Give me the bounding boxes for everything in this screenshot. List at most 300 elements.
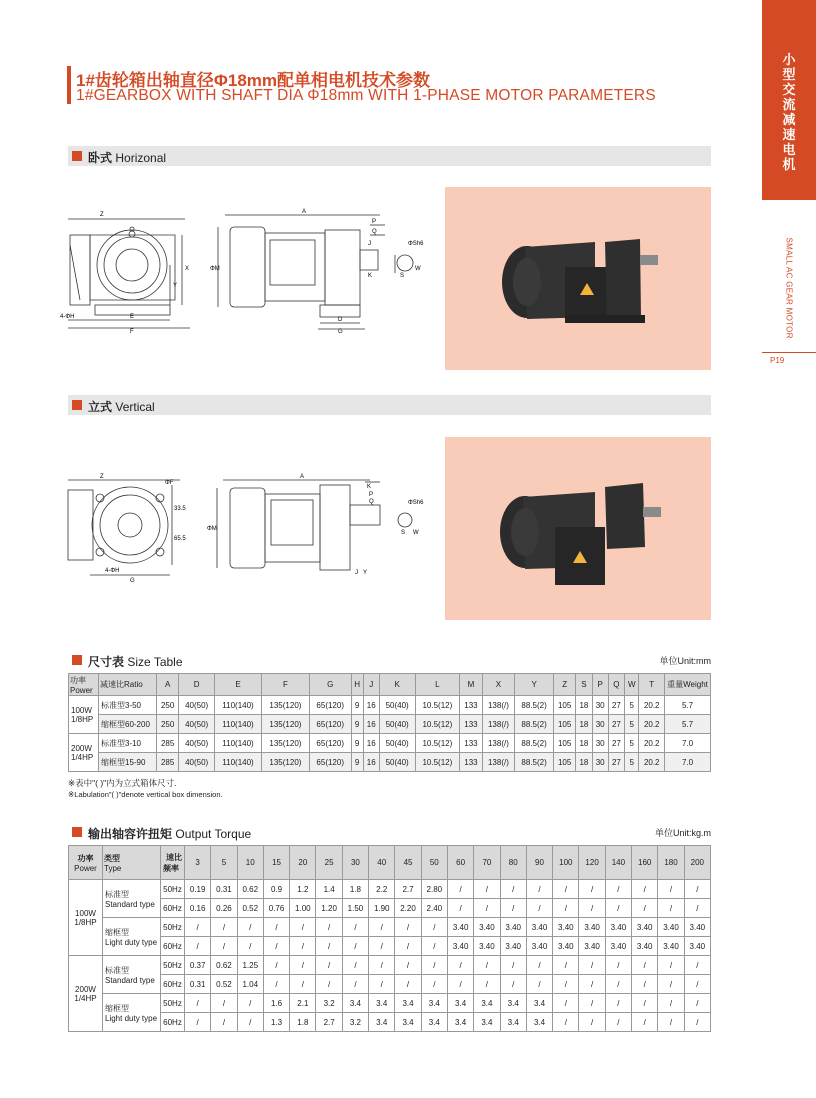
size-table-header bbox=[69, 674, 711, 696]
torque-ratio-cell: 25 bbox=[316, 846, 342, 880]
torque-value-cell: / bbox=[658, 956, 684, 975]
size-value-cell: 30 bbox=[592, 734, 608, 753]
torque-ratio-cell: 70 bbox=[474, 846, 500, 880]
page-title-en: 1#GEARBOX WITH SHAFT DIA Φ18mm WITH 1-PHASE MOTOR PARAMETERS bbox=[76, 87, 656, 104]
size-ratio-cell: 标准型3-50 bbox=[99, 696, 157, 715]
torque-value-cell: 2.40 bbox=[421, 899, 447, 918]
label-g: G bbox=[338, 329, 343, 335]
size-header-cell: E bbox=[215, 674, 262, 696]
size-header-cell: L bbox=[415, 674, 460, 696]
torque-freq-cell: 60Hz bbox=[161, 937, 185, 956]
torque-type-cell bbox=[103, 956, 161, 994]
torque-value-cell: / bbox=[237, 937, 263, 956]
torque-table-row bbox=[69, 918, 711, 937]
size-value-cell: 138(/) bbox=[482, 715, 515, 734]
side-category-tab bbox=[762, 0, 816, 200]
torque-value-cell: / bbox=[185, 918, 211, 937]
size-value-cell: 27 bbox=[608, 696, 624, 715]
torque-value-cell: / bbox=[474, 975, 500, 994]
size-header-cell: 重量Weight bbox=[665, 674, 711, 696]
torque-value-cell: / bbox=[342, 937, 368, 956]
torque-value-cell: / bbox=[395, 956, 421, 975]
label-j: J bbox=[368, 241, 371, 247]
torque-value-cell: 1.3 bbox=[263, 1013, 289, 1032]
torque-value-cell: / bbox=[342, 918, 368, 937]
label-e: E bbox=[130, 314, 135, 320]
torque-value-cell: / bbox=[658, 975, 684, 994]
torque-value-cell: / bbox=[605, 1013, 631, 1032]
torque-value-cell: / bbox=[632, 975, 658, 994]
label-p: P bbox=[372, 219, 377, 225]
torque-value-cell: 1.00 bbox=[290, 899, 316, 918]
torque-value-cell: 3.4 bbox=[369, 994, 395, 1013]
size-header-cell: Z bbox=[553, 674, 575, 696]
horizonal-motor-image bbox=[445, 187, 711, 370]
size-value-cell: 138(/) bbox=[482, 734, 515, 753]
label-x: X bbox=[185, 266, 190, 272]
size-value-cell: 105 bbox=[553, 696, 575, 715]
torque-value-cell: 2.80 bbox=[421, 880, 447, 899]
torque-value-cell: / bbox=[605, 956, 631, 975]
size-header-cell: K bbox=[379, 674, 415, 696]
size-value-cell: 285 bbox=[157, 753, 179, 772]
torque-value-cell: / bbox=[447, 899, 473, 918]
torque-value-cell: / bbox=[211, 994, 237, 1013]
horizonal-motor-photo bbox=[445, 187, 711, 370]
torque-value-cell: / bbox=[526, 956, 552, 975]
label-j: J bbox=[355, 570, 358, 576]
torque-value-cell: 0.37 bbox=[185, 956, 211, 975]
torque-value-cell: / bbox=[211, 918, 237, 937]
label-s: S bbox=[401, 530, 406, 536]
size-value-cell: 20.2 bbox=[639, 696, 665, 715]
label-y: Y bbox=[173, 283, 178, 289]
size-value-cell: 5 bbox=[625, 715, 639, 734]
torque-value-cell: / bbox=[342, 956, 368, 975]
torque-header-power bbox=[69, 846, 103, 880]
size-value-cell: 20.2 bbox=[639, 753, 665, 772]
torque-type-cell bbox=[103, 918, 161, 956]
section-torque-cn: 输出轴容许扭矩 bbox=[88, 827, 173, 841]
torque-value-cell: 3.40 bbox=[447, 918, 473, 937]
torque-value-cell: / bbox=[342, 975, 368, 994]
torque-table-row bbox=[69, 937, 711, 956]
torque-value-cell: / bbox=[290, 918, 316, 937]
size-note bbox=[68, 777, 223, 801]
torque-freq-cell: 60Hz bbox=[161, 975, 185, 994]
torque-freq-cell: 50Hz bbox=[161, 880, 185, 899]
size-header-cell: 减速比Ratio bbox=[99, 674, 157, 696]
label-w: W bbox=[413, 530, 419, 536]
torque-value-cell: 3.40 bbox=[605, 937, 631, 956]
torque-value-cell: 1.04 bbox=[237, 975, 263, 994]
label-dim2: 65.5 bbox=[174, 536, 186, 542]
size-value-cell: 50(40) bbox=[379, 696, 415, 715]
size-value-cell: 110(140) bbox=[215, 696, 262, 715]
torque-value-cell: / bbox=[500, 975, 526, 994]
size-table-body bbox=[69, 696, 711, 772]
label-m: ΦM bbox=[207, 526, 217, 532]
torque-value-cell: / bbox=[684, 956, 710, 975]
torque-value-cell: / bbox=[553, 899, 579, 918]
torque-value-cell: 1.4 bbox=[316, 880, 342, 899]
torque-type-en: Standard type bbox=[105, 975, 155, 985]
section-torque-en: Output Torque bbox=[175, 827, 252, 841]
torque-value-cell: / bbox=[605, 975, 631, 994]
size-value-cell: 30 bbox=[592, 715, 608, 734]
section-marker bbox=[72, 655, 82, 665]
torque-value-cell: / bbox=[237, 994, 263, 1013]
torque-value-cell: 0.62 bbox=[211, 956, 237, 975]
size-value-cell: 9 bbox=[351, 753, 363, 772]
torque-value-cell: / bbox=[658, 880, 684, 899]
vertical-motor-photo bbox=[445, 437, 711, 620]
torque-value-cell: / bbox=[369, 956, 395, 975]
size-value-cell: 110(140) bbox=[215, 715, 262, 734]
torque-value-cell: / bbox=[684, 880, 710, 899]
torque-value-cell: 3.40 bbox=[632, 918, 658, 937]
torque-value-cell: 3.4 bbox=[526, 1013, 552, 1032]
section-horizonal-cn: 卧式 bbox=[88, 151, 113, 165]
size-value-cell: 50(40) bbox=[379, 734, 415, 753]
size-power-cell: 200W 1/4HP bbox=[69, 734, 99, 772]
torque-value-cell: / bbox=[263, 956, 289, 975]
torque-freq-cell: 60Hz bbox=[161, 899, 185, 918]
size-header-cell: S bbox=[576, 674, 592, 696]
size-value-cell: 18 bbox=[576, 715, 592, 734]
torque-value-cell: / bbox=[316, 918, 342, 937]
torque-value-cell: / bbox=[263, 937, 289, 956]
label-sh: ΦSh6 bbox=[408, 241, 424, 247]
torque-value-cell: 2.7 bbox=[316, 1013, 342, 1032]
torque-value-cell: / bbox=[395, 918, 421, 937]
section-size-en: Size Table bbox=[127, 655, 183, 669]
torque-type-cell bbox=[103, 880, 161, 918]
label-d: D bbox=[338, 317, 343, 323]
torque-value-cell: / bbox=[632, 956, 658, 975]
torque-ratio-cell: 20 bbox=[290, 846, 316, 880]
size-value-cell: 135(120) bbox=[262, 696, 310, 715]
torque-value-cell: 3.40 bbox=[474, 918, 500, 937]
torque-value-cell: / bbox=[369, 937, 395, 956]
torque-value-cell: / bbox=[237, 1013, 263, 1032]
torque-value-cell: 2.20 bbox=[395, 899, 421, 918]
torque-value-cell: 3.2 bbox=[316, 994, 342, 1013]
size-value-cell: 5 bbox=[625, 734, 639, 753]
torque-value-cell: / bbox=[395, 937, 421, 956]
torque-value-cell: / bbox=[474, 880, 500, 899]
size-value-cell: 10.5(12) bbox=[415, 715, 460, 734]
size-value-cell: 65(120) bbox=[309, 734, 351, 753]
torque-value-cell: 3.40 bbox=[553, 918, 579, 937]
torque-value-cell: / bbox=[395, 975, 421, 994]
torque-header-power-en: Power bbox=[74, 863, 97, 873]
torque-ratio-cell: 15 bbox=[263, 846, 289, 880]
torque-ratio-cell: 40 bbox=[369, 846, 395, 880]
torque-ratio-cell: 3 bbox=[185, 846, 211, 880]
label-h: 4-ΦH bbox=[105, 568, 120, 574]
section-vertical-cn: 立式 bbox=[88, 400, 113, 414]
torque-value-cell: / bbox=[185, 1013, 211, 1032]
torque-type-en: Light duty type bbox=[105, 937, 158, 947]
torque-value-cell: 3.40 bbox=[447, 937, 473, 956]
size-value-cell: 40(50) bbox=[179, 715, 215, 734]
torque-value-cell: / bbox=[316, 937, 342, 956]
torque-type-en: Standard type bbox=[105, 899, 155, 909]
torque-value-cell: 3.4 bbox=[395, 1013, 421, 1032]
torque-value-cell: 3.4 bbox=[395, 994, 421, 1013]
label-w: W bbox=[415, 266, 421, 272]
size-value-cell: 135(120) bbox=[262, 715, 310, 734]
torque-value-cell: / bbox=[369, 975, 395, 994]
torque-ratio-cell: 200 bbox=[684, 846, 710, 880]
size-value-cell: 16 bbox=[363, 715, 379, 734]
torque-header-type-en: Type bbox=[104, 863, 122, 873]
torque-table-row bbox=[69, 975, 711, 994]
torque-type-en: Light duty type bbox=[105, 1013, 158, 1023]
section-vertical bbox=[68, 395, 711, 415]
torque-value-cell: 0.31 bbox=[211, 880, 237, 899]
torque-table-body bbox=[69, 880, 711, 1032]
torque-value-cell: 0.31 bbox=[185, 975, 211, 994]
size-value-cell: 250 bbox=[157, 715, 179, 734]
torque-ratio-cell: 160 bbox=[632, 846, 658, 880]
size-value-cell: 16 bbox=[363, 734, 379, 753]
size-value-cell: 133 bbox=[460, 734, 482, 753]
torque-value-cell: 3.4 bbox=[500, 994, 526, 1013]
size-ratio-cell: 标准型3-10 bbox=[99, 734, 157, 753]
torque-power-cell: 100W 1/8HP bbox=[69, 880, 103, 956]
size-value-cell: 5 bbox=[625, 753, 639, 772]
size-value-cell: 9 bbox=[351, 696, 363, 715]
label-k: K bbox=[368, 273, 373, 279]
torque-value-cell: / bbox=[526, 880, 552, 899]
size-header-cell: P bbox=[592, 674, 608, 696]
torque-value-cell: 3.40 bbox=[658, 918, 684, 937]
torque-value-cell: 1.2 bbox=[290, 880, 316, 899]
size-table bbox=[68, 673, 711, 772]
section-size-table bbox=[68, 650, 711, 670]
torque-value-cell: / bbox=[553, 1013, 579, 1032]
torque-value-cell: / bbox=[500, 956, 526, 975]
size-header-cell: T bbox=[639, 674, 665, 696]
torque-table bbox=[68, 845, 711, 1032]
torque-value-cell: 3.40 bbox=[553, 937, 579, 956]
size-header-cell: 功率Power bbox=[69, 674, 99, 696]
torque-value-cell: / bbox=[684, 899, 710, 918]
torque-value-cell: 0.16 bbox=[185, 899, 211, 918]
size-value-cell: 10.5(12) bbox=[415, 753, 460, 772]
size-value-cell: 88.5(2) bbox=[515, 696, 554, 715]
size-power-cell: 100W 1/8HP bbox=[69, 696, 99, 734]
torque-value-cell: / bbox=[421, 937, 447, 956]
size-value-cell: 110(140) bbox=[215, 753, 262, 772]
torque-value-cell: 2.1 bbox=[290, 994, 316, 1013]
vertical-motor-image bbox=[445, 437, 711, 620]
torque-value-cell: 3.40 bbox=[526, 918, 552, 937]
torque-value-cell: / bbox=[421, 918, 447, 937]
torque-ratio-cell: 90 bbox=[526, 846, 552, 880]
label-z: Z bbox=[100, 212, 104, 218]
section-marker bbox=[72, 827, 82, 837]
torque-power-cell: 200W 1/4HP bbox=[69, 956, 103, 1032]
torque-value-cell: / bbox=[684, 1013, 710, 1032]
torque-value-cell: 3.4 bbox=[421, 994, 447, 1013]
torque-value-cell: 0.62 bbox=[237, 880, 263, 899]
torque-value-cell: / bbox=[579, 880, 605, 899]
torque-value-cell: / bbox=[605, 994, 631, 1013]
horizonal-side-drawing bbox=[60, 205, 210, 335]
size-value-cell: 30 bbox=[592, 696, 608, 715]
size-value-cell: 133 bbox=[460, 696, 482, 715]
torque-value-cell: / bbox=[579, 899, 605, 918]
size-value-cell: 135(120) bbox=[262, 753, 310, 772]
torque-ratio-cell: 60 bbox=[447, 846, 473, 880]
torque-value-cell: / bbox=[421, 975, 447, 994]
size-value-cell: 16 bbox=[363, 753, 379, 772]
section-marker bbox=[72, 400, 82, 410]
torque-value-cell: / bbox=[579, 975, 605, 994]
side-divider bbox=[762, 352, 816, 353]
torque-value-cell: 3.40 bbox=[474, 937, 500, 956]
size-unit: 单位Unit:mm bbox=[659, 656, 711, 666]
section-vertical-en: Vertical bbox=[115, 400, 155, 414]
size-value-cell: 65(120) bbox=[309, 715, 351, 734]
torque-ratio-cell: 80 bbox=[500, 846, 526, 880]
size-note-cn: ※表中"( )"内为立式箱体尺寸. bbox=[68, 778, 177, 788]
torque-value-cell: 3.40 bbox=[605, 918, 631, 937]
torque-value-cell: 3.40 bbox=[500, 918, 526, 937]
torque-value-cell: / bbox=[474, 956, 500, 975]
torque-table-row bbox=[69, 899, 711, 918]
torque-ratio-cell: 10 bbox=[237, 846, 263, 880]
label-f: F bbox=[130, 329, 134, 335]
size-header-cell: G bbox=[309, 674, 351, 696]
torque-ratio-cell: 30 bbox=[342, 846, 368, 880]
size-value-cell: 250 bbox=[157, 696, 179, 715]
torque-value-cell: / bbox=[553, 994, 579, 1013]
torque-value-cell: / bbox=[211, 1013, 237, 1032]
size-value-cell: 88.5(2) bbox=[515, 734, 554, 753]
torque-ratio-cell: 45 bbox=[395, 846, 421, 880]
size-value-cell: 5 bbox=[625, 696, 639, 715]
torque-table-row bbox=[69, 956, 711, 975]
torque-value-cell: 2.7 bbox=[395, 880, 421, 899]
torque-value-cell: / bbox=[658, 899, 684, 918]
torque-value-cell: / bbox=[474, 899, 500, 918]
torque-table-row bbox=[69, 880, 711, 899]
label-a: A bbox=[302, 209, 307, 215]
size-table-row bbox=[69, 734, 711, 753]
size-ratio-cell: 缩框型15-90 bbox=[99, 753, 157, 772]
torque-value-cell: / bbox=[447, 975, 473, 994]
size-value-cell: 27 bbox=[608, 715, 624, 734]
size-value-cell: 105 bbox=[553, 715, 575, 734]
size-value-cell: 27 bbox=[608, 753, 624, 772]
torque-value-cell: / bbox=[658, 994, 684, 1013]
label-sh: ΦSh6 bbox=[408, 500, 424, 506]
torque-value-cell: 3.4 bbox=[500, 1013, 526, 1032]
size-value-cell: 88.5(2) bbox=[515, 753, 554, 772]
size-value-cell: 20.2 bbox=[639, 715, 665, 734]
torque-value-cell: / bbox=[632, 880, 658, 899]
torque-type-cn: 缩框型 bbox=[105, 927, 129, 937]
size-value-cell: 40(50) bbox=[179, 734, 215, 753]
torque-value-cell: 0.52 bbox=[211, 975, 237, 994]
torque-header-power-cn: 功率 bbox=[77, 853, 94, 863]
size-header-cell: Q bbox=[608, 674, 624, 696]
size-value-cell: 50(40) bbox=[379, 753, 415, 772]
torque-value-cell: 3.4 bbox=[342, 994, 368, 1013]
torque-value-cell: / bbox=[211, 937, 237, 956]
size-value-cell: 135(120) bbox=[262, 734, 310, 753]
torque-value-cell: / bbox=[605, 880, 631, 899]
torque-header-type bbox=[103, 846, 161, 880]
torque-value-cell: 0.19 bbox=[185, 880, 211, 899]
torque-value-cell: / bbox=[316, 956, 342, 975]
torque-value-cell: / bbox=[290, 937, 316, 956]
torque-ratio-cell: 100 bbox=[553, 846, 579, 880]
torque-value-cell: / bbox=[684, 975, 710, 994]
torque-value-cell: / bbox=[421, 956, 447, 975]
label-f: ΦF bbox=[165, 480, 174, 486]
size-value-cell: 30 bbox=[592, 753, 608, 772]
torque-value-cell: / bbox=[447, 956, 473, 975]
torque-freq-cell: 50Hz bbox=[161, 956, 185, 975]
size-value-cell: 18 bbox=[576, 753, 592, 772]
label-m: ΦM bbox=[210, 266, 220, 272]
torque-value-cell: 1.8 bbox=[290, 1013, 316, 1032]
size-value-cell: 50(40) bbox=[379, 715, 415, 734]
torque-freq-cell: 60Hz bbox=[161, 1013, 185, 1032]
torque-value-cell: 1.90 bbox=[369, 899, 395, 918]
torque-header-ratio-freq bbox=[161, 846, 185, 880]
vertical-side-drawing bbox=[60, 470, 200, 585]
torque-value-cell: 3.40 bbox=[658, 937, 684, 956]
torque-value-cell: / bbox=[579, 956, 605, 975]
section-marker bbox=[72, 151, 82, 161]
torque-ratio-cell: 180 bbox=[658, 846, 684, 880]
torque-value-cell: / bbox=[658, 1013, 684, 1032]
torque-type-cn: 标准型 bbox=[105, 889, 129, 899]
label-h: 4-ΦH bbox=[60, 314, 75, 320]
torque-header-type-cn: 类型 bbox=[104, 853, 120, 863]
page-title-cn: 1#齿轮箱出轴直径Φ18mm配单相电机技术参数 bbox=[76, 71, 431, 90]
torque-table-header bbox=[69, 846, 711, 880]
torque-value-cell: / bbox=[185, 994, 211, 1013]
torque-value-cell: / bbox=[316, 975, 342, 994]
torque-value-cell: / bbox=[632, 994, 658, 1013]
torque-value-cell: / bbox=[290, 956, 316, 975]
size-header-cell: W bbox=[625, 674, 639, 696]
torque-value-cell: 3.40 bbox=[632, 937, 658, 956]
size-value-cell: 105 bbox=[553, 753, 575, 772]
size-value-cell: 138(/) bbox=[482, 696, 515, 715]
torque-type-cn: 缩框型 bbox=[105, 1003, 129, 1013]
size-note-en: ※Labulation"( )"denote vertical box dimension. bbox=[68, 790, 223, 799]
torque-value-cell: 3.4 bbox=[447, 1013, 473, 1032]
torque-unit: 单位Unit:kg.m bbox=[654, 828, 711, 838]
torque-value-cell: 3.4 bbox=[474, 1013, 500, 1032]
torque-value-cell: / bbox=[185, 937, 211, 956]
torque-value-cell: / bbox=[632, 899, 658, 918]
size-value-cell: 285 bbox=[157, 734, 179, 753]
torque-header-freq: 频率 bbox=[163, 863, 179, 873]
title-accent-bar bbox=[67, 66, 71, 104]
torque-value-cell: / bbox=[237, 918, 263, 937]
torque-value-cell: 3.40 bbox=[684, 918, 710, 937]
torque-value-cell: / bbox=[526, 899, 552, 918]
